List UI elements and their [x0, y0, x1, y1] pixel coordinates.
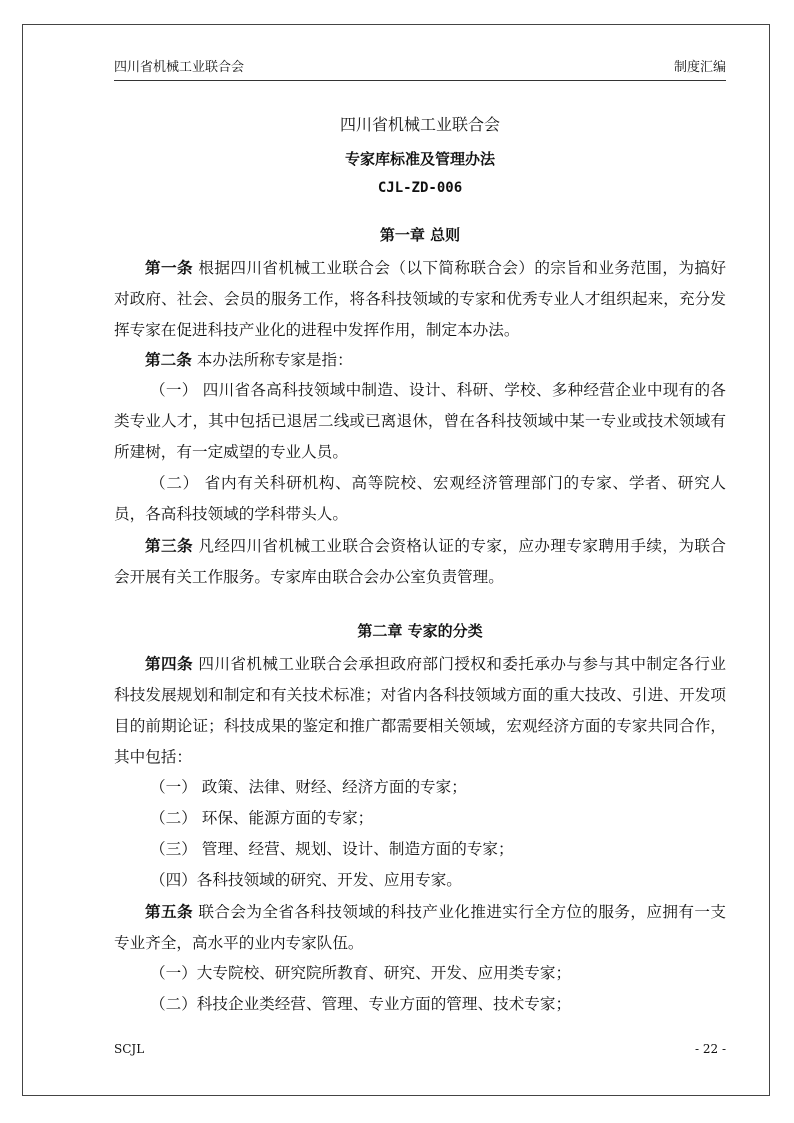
header-divider	[114, 80, 726, 81]
article-4-label: 第四条	[145, 654, 194, 673]
article-4-text: 四川省机械工业联合会承担政府部门授权和委托承办与参与其中制定各行业科技发展规划和制定和有关技术标准；对省内各科技领域方面的重大技改、引进、开发项目的前期论证；科技成果的鉴定和推广都需要相关领域，宏观经济方面的专家共同合作，其中包括：	[114, 655, 726, 766]
article-5-item: （一）大专院校、研究院所教育、研究、开发、应用类专家；	[150, 964, 572, 982]
article-2-text: 本办法所称专家是指：	[196, 351, 353, 369]
doc-title: 专家库标准及管理办法	[344, 150, 495, 168]
article-3	[114, 530, 726, 593]
chapter-1-heading: 第一章 总则	[379, 226, 461, 244]
article-3-label: 第三条	[145, 536, 194, 555]
header-section: 制度汇编	[673, 60, 726, 75]
article-3-text: 凡经四川省机械工业联合会资格认证的专家，应办理专家聘用手续，为联合会开展有关工作服务。专家库由联合会办公室负责管理。	[114, 537, 726, 586]
page-number: - 22 -	[694, 1042, 726, 1056]
doc-org-title: 四川省机械工业联合会	[339, 115, 500, 134]
page-header	[114, 56, 726, 78]
article-2	[114, 344, 726, 376]
article-5-item: （二）科技企业类经营、管理、专业方面的管理、技术专家；	[150, 995, 572, 1013]
article-1-label: 第一条	[145, 258, 194, 277]
article-1	[114, 252, 726, 346]
doc-code: CJL-ZD-006	[377, 180, 463, 196]
footer-code: SCJL	[114, 1042, 145, 1056]
article-4-item: （四）各科技领域的研究、开发、应用专家。	[150, 871, 462, 889]
article-4-item: （三） 管理、经营、规划、设计、制造方面的专家；	[150, 840, 514, 858]
article-5-text: 联合会为全省各科技领域的科技产业化推进实行全方位的服务，应拥有一支专业齐全，高水平的业内专家队伍。	[114, 903, 726, 952]
article-1-text: 根据四川省机械工业联合会（以下简称联合会）的宗旨和业务范围，为搞好对政府、社会、会员的服务工作，将各科技领域的专家和优秀专业人才组织起来，充分发挥专家在促进科技产业化的进程中发挥作用，制定本办法。	[114, 259, 726, 339]
header-org: 四川省机械工业联合会	[114, 60, 245, 75]
article-2-item-2: （二） 省内有关科研机构、高等院校、宏观经济管理部门的专家、学者、研究人员，各高科技领域的学科带头人。	[114, 474, 726, 523]
article-4-item: （二） 环保、能源方面的专家；	[150, 809, 374, 827]
article-2-label: 第二条	[145, 350, 192, 369]
chapter-2-heading: 第二章 专家的分类	[357, 622, 483, 640]
article-4	[114, 648, 726, 773]
article-5-label: 第五条	[145, 902, 194, 921]
article-4-item: （一） 政策、法律、财经、经济方面的专家；	[150, 778, 467, 796]
article-2-item-1: （一） 四川省各高科技领域中制造、设计、科研、学校、多种经营企业中现有的各类专业人才，其中包括已退居二线或已离退休，曾在各科技领域中某一专业或技术领域有所建树，有一定威望的专业人员。	[114, 381, 726, 461]
article-5	[114, 896, 726, 959]
